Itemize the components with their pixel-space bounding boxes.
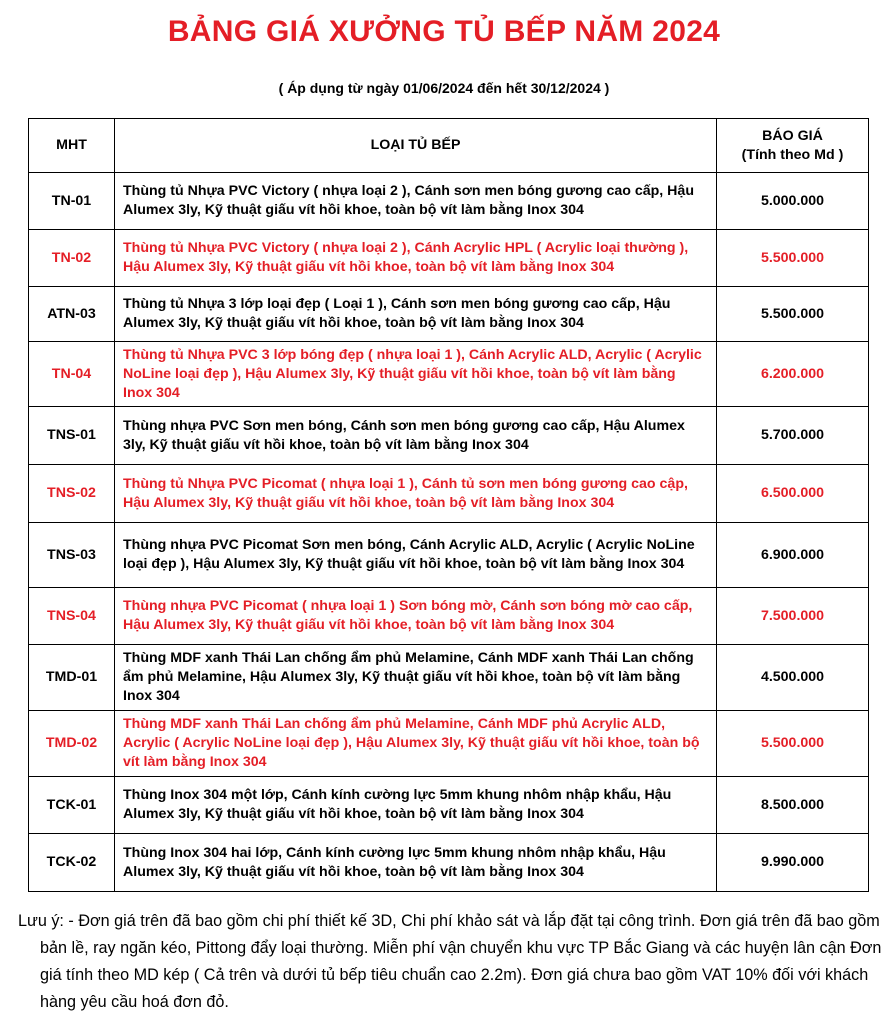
table-row [29, 407, 869, 465]
row-code: TN-04 [29, 342, 115, 407]
table-row [29, 465, 869, 523]
row-price: 6.200.000 [717, 342, 869, 407]
row-description: Thùng MDF xanh Thái Lan chống ẩm phủ Melamine, Cánh MDF phủ Acrylic ALD, Acrylic ( Acrylic NoLine loại đẹp ), Hậu Alumex 3ly, Kỹ thuật giấu vít hồi khoe, toàn bộ vít làm bằng Inox 304 [115, 711, 717, 777]
row-price: 5.500.000 [717, 287, 869, 342]
row-description: Thùng tủ Nhựa PVC Picomat ( nhựa loại 1 ), Cánh tủ sơn men bóng gương cao cập, Hậu Alumex 3ly, Kỹ thuật giấu vít hồi khoe, toàn bộ vít làm bằng Inox 304 [115, 465, 717, 523]
row-price: 6.900.000 [717, 523, 869, 588]
table-row [29, 173, 869, 230]
header-type: LOẠI TỦ BẾP [115, 119, 717, 173]
row-price: 4.500.000 [717, 645, 869, 711]
table-row [29, 777, 869, 834]
header-price-line1: BÁO GIÁ [762, 127, 823, 144]
header-code: MHT [29, 119, 115, 173]
row-code: TNS-01 [29, 407, 115, 465]
row-code: ATN-03 [29, 287, 115, 342]
row-description: Thùng tủ Nhựa PVC Victory ( nhựa loại 2 ), Cánh Acrylic HPL ( Acrylic loại thường ), Hậu Alumex 3ly, Kỹ thuật giấu vít hồi khoe, toàn bộ vít làm bằng Inox 304 [115, 230, 717, 287]
table-row [29, 230, 869, 287]
row-description: Thùng nhựa PVC Picomat ( nhựa loại 1 ) Sơn bóng mờ, Cánh sơn bóng mờ cao cấp, Hậu Alumex 3ly, Kỹ thuật giấu vít hồi khoe, toàn bộ vít làm bằng Inox 304 [115, 588, 717, 645]
row-price: 6.500.000 [717, 465, 869, 523]
table-row [29, 711, 869, 777]
row-price: 8.500.000 [717, 777, 869, 834]
header-price-line2: (Tính theo Md ) [741, 146, 844, 163]
price-table [28, 118, 869, 892]
table-row [29, 287, 869, 342]
row-code: TN-02 [29, 230, 115, 287]
row-price: 5.500.000 [717, 711, 869, 777]
row-code: TMD-02 [29, 711, 115, 777]
table-header-row [29, 119, 869, 173]
row-description: Thùng MDF xanh Thái Lan chống ẩm phủ Melamine, Cánh MDF xanh Thái Lan chống ẩm phủ Melamine, Hậu Alumex 3ly, Kỹ thuật giấu vít hồi khoe, toàn bộ vít làm bằng Inox 304 [115, 645, 717, 711]
row-price: 5.700.000 [717, 407, 869, 465]
table-row [29, 523, 869, 588]
row-description: Thùng Inox 304 một lớp, Cánh kính cường lực 5mm khung nhôm nhập khẩu, Hậu Alumex 3ly, Kỹ thuật giấu vít hồi khoe, toàn bộ vít làm bằng Inox 304 [115, 777, 717, 834]
row-code: TN-01 [29, 173, 115, 230]
row-description: Thùng tủ Nhựa PVC 3 lớp bóng đẹp ( nhựa loại 1 ), Cánh Acrylic ALD, Acrylic ( Acrylic NoLine loại đẹp ), Hậu Alumex 3ly, Kỹ thuật giấu vít hồi khoe, toàn bộ vít làm bằng Inox 304 [115, 342, 717, 407]
row-code: TMD-01 [29, 645, 115, 711]
row-description: Thùng nhựa PVC Picomat Sơn men bóng, Cánh Acrylic ALD, Acrylic ( Acrylic NoLine loại đẹp ), Hậu Alumex 3ly, Kỹ thuật giấu vít hồi khoe, toàn bộ vít làm bằng Inox 304 [115, 523, 717, 588]
row-code: TCK-02 [29, 834, 115, 892]
row-code: TNS-02 [29, 465, 115, 523]
footnote: Lưu ý: - Đơn giá trên đã bao gồm chi phí thiết kế 3D, Chi phí khảo sát và lắp đặt tại công trình. Đơn giá trên đã bao gồm bản lề, ray ngăn kéo, Pittong đẩy loại thường. Miễn phí vận chuyển khu vực TP Bắc Giang và các huyện lân cận Đơn giá tính theo MD kép ( Cả trên và dưới tủ bếp tiêu chuẩn cao 2.2m). Đơn giá chưa bao gồm VAT 10% đối với khách hàng yêu cầu hoá đơn đỏ. [18, 912, 882, 1011]
header-price [717, 119, 869, 173]
table-row [29, 588, 869, 645]
row-description: Thùng nhựa PVC Sơn men bóng, Cánh sơn men bóng gương cao cấp, Hậu Alumex 3ly, Kỹ thuật giấu vít hồi khoe, toàn bộ vít làm bằng Inox 304 [115, 407, 717, 465]
row-price: 5.000.000 [717, 173, 869, 230]
row-price: 7.500.000 [717, 588, 869, 645]
row-code: TNS-04 [29, 588, 115, 645]
row-code: TCK-01 [29, 777, 115, 834]
row-code: TNS-03 [29, 523, 115, 588]
row-price: 5.500.000 [717, 230, 869, 287]
row-description: Thùng tủ Nhựa 3 lớp loại đẹp ( Loại 1 ), Cánh sơn men bóng gương cao cấp, Hậu Alumex 3ly, Kỹ thuật giấu vít hồi khoe, toàn bộ vít làm bằng Inox 304 [115, 287, 717, 342]
page-title: BẢNG GIÁ XƯỞNG TỦ BẾP NĂM 2024 [167, 15, 721, 48]
table-row [29, 645, 869, 711]
row-description: Thùng tủ Nhựa PVC Victory ( nhựa loại 2 ), Cánh sơn men bóng gương cao cấp, Hậu Alumex 3ly, Kỹ thuật giấu vít hồi khoe, toàn bộ vít làm bằng Inox 304 [115, 173, 717, 230]
table-row [29, 834, 869, 892]
row-description: Thùng Inox 304 hai lớp, Cánh kính cường lực 5mm khung nhôm nhập khẩu, Hậu Alumex 3ly, Kỹ thuật giấu vít hồi khoe, toàn bộ vít làm bằng Inox 304 [115, 834, 717, 892]
page-subtitle: ( Áp dụng từ ngày 01/06/2024 đến hết 30/12/2024 ) [278, 80, 610, 96]
row-price: 9.990.000 [717, 834, 869, 892]
table-row [29, 342, 869, 407]
